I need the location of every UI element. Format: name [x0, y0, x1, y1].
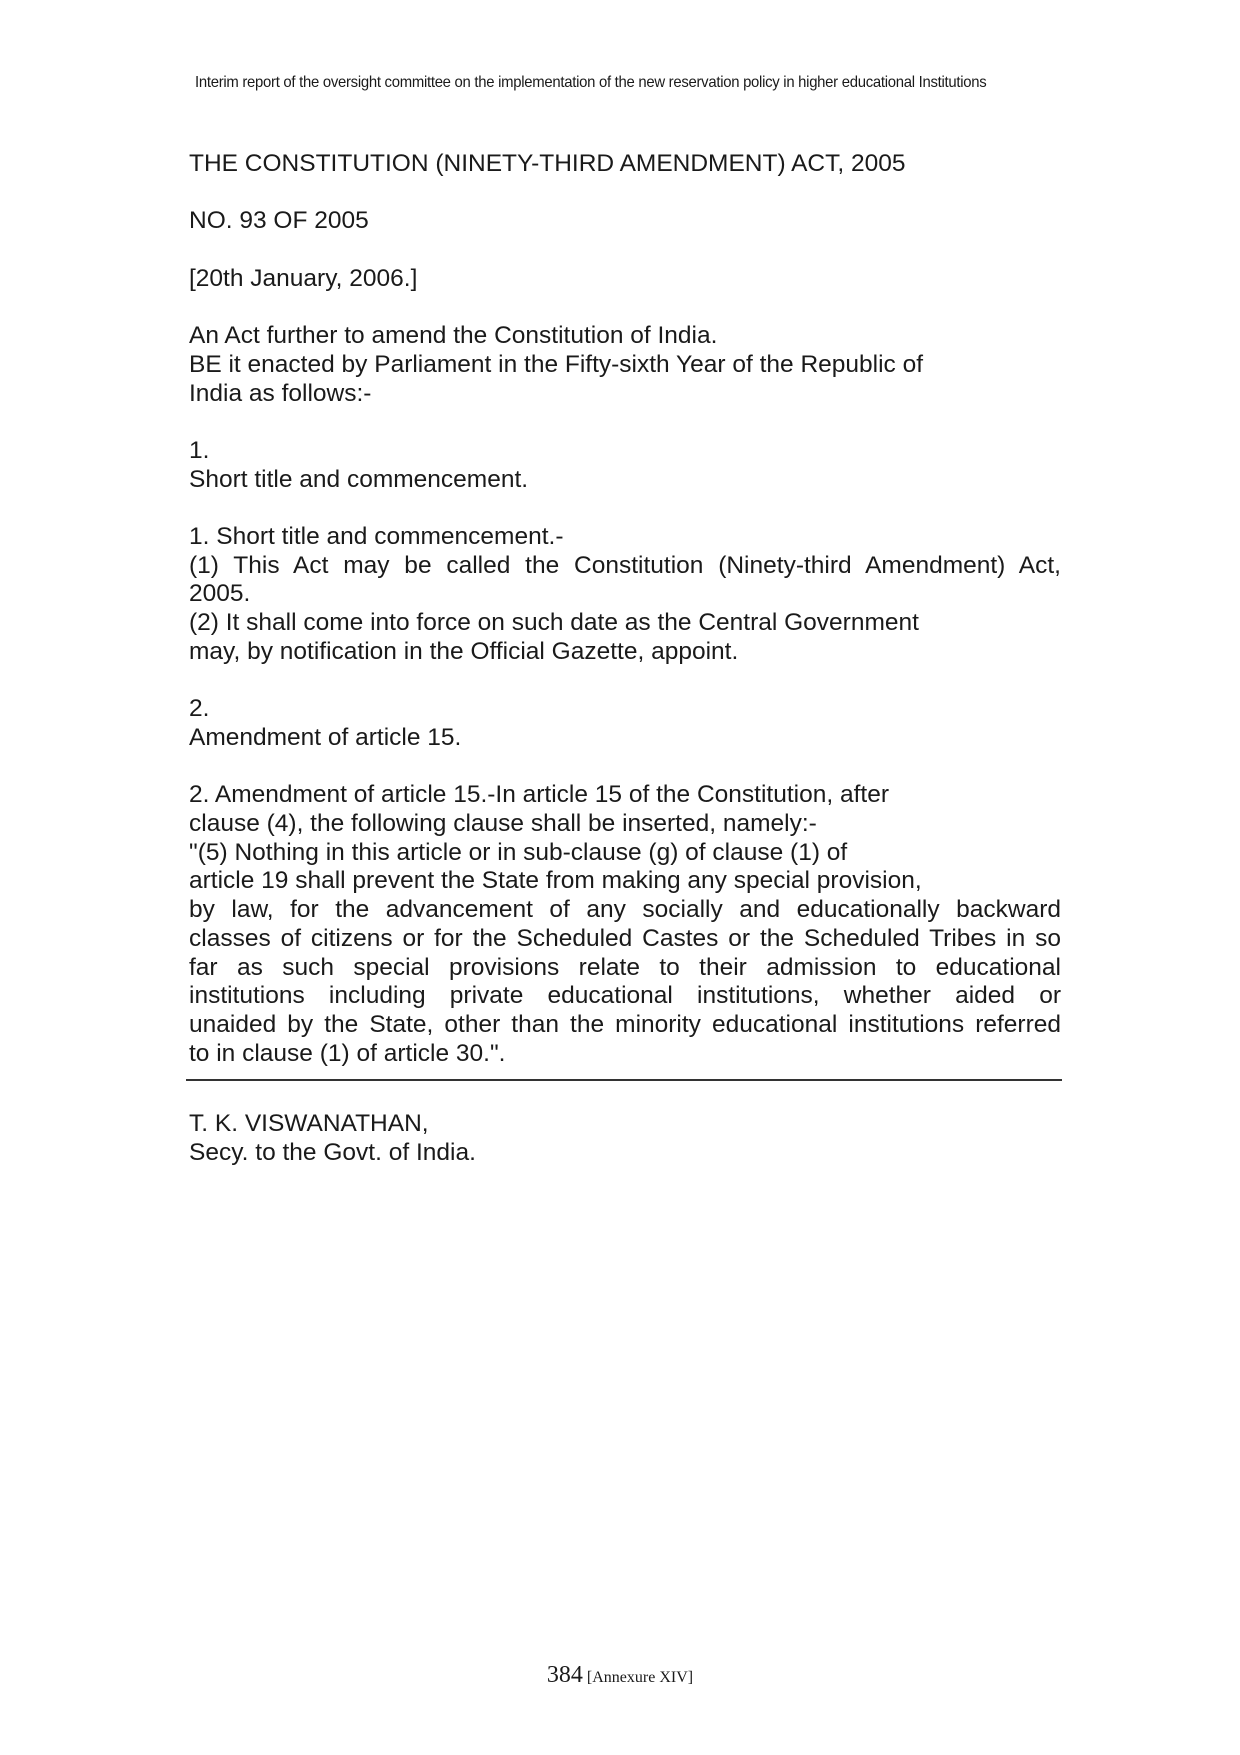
page-footer: [0, 1662, 1240, 1689]
section-1-number: 1.: [189, 436, 210, 464]
section-1-clause-2-line: may, by notification in the Official Gazette, appoint.: [189, 637, 739, 665]
section-1-clause-1-line: 2005.: [189, 580, 251, 608]
act-body: [189, 150, 1061, 1068]
section-2-line: clause (4), the following clause shall be inserted, namely:-: [189, 810, 817, 838]
act-title: THE CONSTITUTION (NINETY-THIRD AMENDMENT) ACT, 2005: [189, 150, 906, 177]
preamble-line-1: An Act further to amend the Constitution of India.: [189, 322, 718, 350]
preamble-line-2: BE it enacted by Parliament in the Fifty-sixth Year of the Republic of: [189, 350, 924, 378]
section-2-line: to in clause (1) of article 30.".: [189, 1039, 506, 1067]
section-2-line: classes of citizens or for the Scheduled Castes or the Scheduled Tribes in so: [189, 924, 1061, 952]
horizontal-divider: [186, 1079, 1062, 1081]
act-number: NO. 93 OF 2005: [189, 207, 369, 235]
preamble-line-3: India as follows:-: [189, 379, 372, 407]
signatory-designation: Secy. to the Govt. of India.: [189, 1138, 476, 1166]
section-1-clause-1-line: (1) This Act may be called the Constitution (Ninety-third Amendment) Act,: [189, 551, 1061, 579]
section-1-title: 1. Short title and commencement.-: [189, 523, 564, 551]
section-2-line: unaided by the State, other than the minority educational institutions referred: [189, 1010, 1061, 1038]
section-1-clause-2-line: (2) It shall come into force on such date as the Central Government: [189, 609, 919, 637]
section-2-heading: Amendment of article 15.: [189, 723, 462, 751]
section-2-line: institutions including private educational institutions, whether aided or: [189, 982, 1061, 1010]
section-2-line: article 19 shall prevent the State from making any special provision,: [189, 867, 922, 895]
section-2-line: 2. Amendment of article 15.-In article 15 of the Constitution, after: [189, 781, 889, 809]
signature-block: [189, 1110, 476, 1167]
signatory-name: T. K. VISWANATHAN,: [189, 1110, 429, 1137]
running-header: Interim report of the oversight committee on the implementation of the new reservation policy in higher educational Institutions: [195, 74, 987, 91]
section-2-line: "(5) Nothing in this article or in sub-clause (g) of clause (1) of: [189, 838, 848, 866]
section-2-line: by law, for the advancement of any socially and educationally backward: [189, 896, 1061, 924]
section-2-line: far as such special provisions relate to their admission to educational: [189, 953, 1061, 981]
act-date: [20th January, 2006.]: [189, 264, 418, 292]
section-2-number: 2.: [189, 695, 210, 723]
annexure-label: [Annexure XIV]: [586, 1669, 694, 1686]
section-1-heading: Short title and commencement.: [189, 465, 529, 493]
page-number: 384: [546, 1662, 583, 1688]
